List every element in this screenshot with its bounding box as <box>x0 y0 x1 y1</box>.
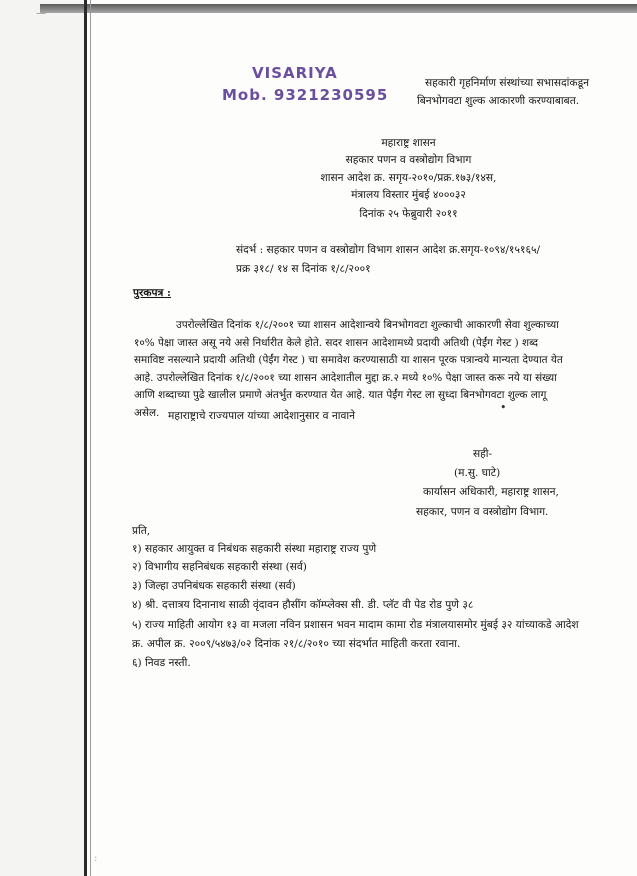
scan-top-edge <box>40 4 637 13</box>
header-address: मंत्रालय विस्तार मुंबई ४०००३२ <box>351 189 466 201</box>
recipient-item: ५) राज्य माहिती आयोग १३ वा मजला नविन प्रशासन भवन मादाम कामा रोड मंत्रालयासमोर मुंबई ३२ यांच्याकडे आदेश <box>132 619 579 631</box>
binding-line <box>84 0 87 876</box>
signatory-name: (म.सु. घाटे) <box>454 467 501 479</box>
stamp-name: VISARIYA <box>252 64 338 82</box>
puraka-label: पुरकपत्र : <box>133 287 171 299</box>
subject-line-2: बिनभोगवटा शुल्क आकारणी करण्याबाबत. <box>417 95 580 107</box>
binding-line-faint <box>90 0 91 876</box>
header-date: दिनांक २५ फेब्रुवारी २०११ <box>359 208 458 220</box>
prati-label: प्रति, <box>132 525 151 537</box>
paragraph-line: आहे. उपरोल्लेखित दिनांक १/८/२००१ च्या शासन आदेशातील मुद्दा क्र.२ मध्ये १०% पेक्षा जास्त करू नये या संख्या <box>134 371 557 384</box>
paragraph-line: समाविष्ट नसल्याने प्रदायी अतिथी (पेईंग गेस्ट ) चा समावेश करण्यासाठी या शासन पूरक पत्रान्वये मान्यता देण्यात येत <box>134 354 563 367</box>
paragraph-line: असेल. <box>134 406 160 419</box>
stamp-mobile: Mob. 9321230595 <box>222 86 389 104</box>
page-left-margin <box>0 0 84 876</box>
reference-line-1: संदर्भ : सहकार पणन व वस्त्रोद्योग विभाग शासन आदेश क्र.सगृय-१०९४/१५१६५/ <box>236 244 541 256</box>
subject-line-1: सहकारी गृहनिर्माण संस्थांच्या सभासदांकडून <box>425 77 590 89</box>
governor-order-line: महाराष्ट्राचे राज्यपाल यांच्या आदेशानुसार व नावाने <box>168 410 356 422</box>
scan-mark-top: — <box>36 8 46 19</box>
paragraph-line: उपरोल्लेखित दिनांक १/८/२००१ च्या शासन आदेशान्वये बिनभोगवटा शुल्काची आकारणी सेवा शुल्काच्या <box>176 319 559 331</box>
recipient-item: १) सहकार आयुक्त व निबंधक सहकारी संस्था महाराष्ट्र राज्य पुणे <box>132 543 377 555</box>
recipient-item-continued: क्र. अपील क्र. २००९/५४७३/०२ दिनांक २१/८/२०१० च्या संदर्भात माहिती करता रवाना. <box>132 638 461 650</box>
header-order-number: शासन आदेश क्र. सगृय-२०१०/प्रक्र.१७३/१४स, <box>320 172 497 184</box>
recipient-item: २) विभागीय सहनिबंधक सहकारी संस्था (सर्व) <box>132 561 307 573</box>
body-paragraph <box>134 317 614 423</box>
scan-mark-bottom: : <box>94 853 98 864</box>
reference-line-2: प्रक्र ३१८/ १४ स दिनांक १/८/२००१ <box>236 263 371 275</box>
recipient-item: ३) जिल्हा उपनिबंधक सहकारी संस्था (सर्व) <box>132 580 296 592</box>
signatory-department: सहकार, पणन व वस्त्रोद्योग विभाग. <box>416 506 549 518</box>
signatory-designation: कार्यासन अधिकारी, महाराष्ट्र शासन, <box>423 486 559 498</box>
paragraph-line: आणि शब्दाच्या पुढे खालील प्रमाणे अंतर्भुत करण्यात येत आहे. यात पेईंग गेस्ट ला सुध्दा बिनभोगवटा शुल्क लागू <box>134 389 547 402</box>
signature-sahi: सही- <box>473 448 493 460</box>
paragraph-line: १०% पेक्षा जास्त असू नये असे निर्धारीत केले होते. सदर शासन आदेशामध्ये प्रदायी अतिथी (पेईंग गेस्ट ) शब्द <box>134 336 539 349</box>
recipient-item: ६) निवड नस्ती. <box>132 657 191 669</box>
header-department: सहकार पणन व वस्त्रोद्योग विभाग <box>345 154 472 166</box>
recipient-item: ४) श्री. दत्तात्रय दिनानाथ साळी वृंदावन हौसींग कॉम्प्लेक्स सी. डी. प्लॅट वी पेड रोड पुणे ३८ <box>132 599 474 611</box>
ink-mark: • <box>500 401 507 414</box>
header-government: महाराष्ट्र शासन <box>381 137 436 149</box>
